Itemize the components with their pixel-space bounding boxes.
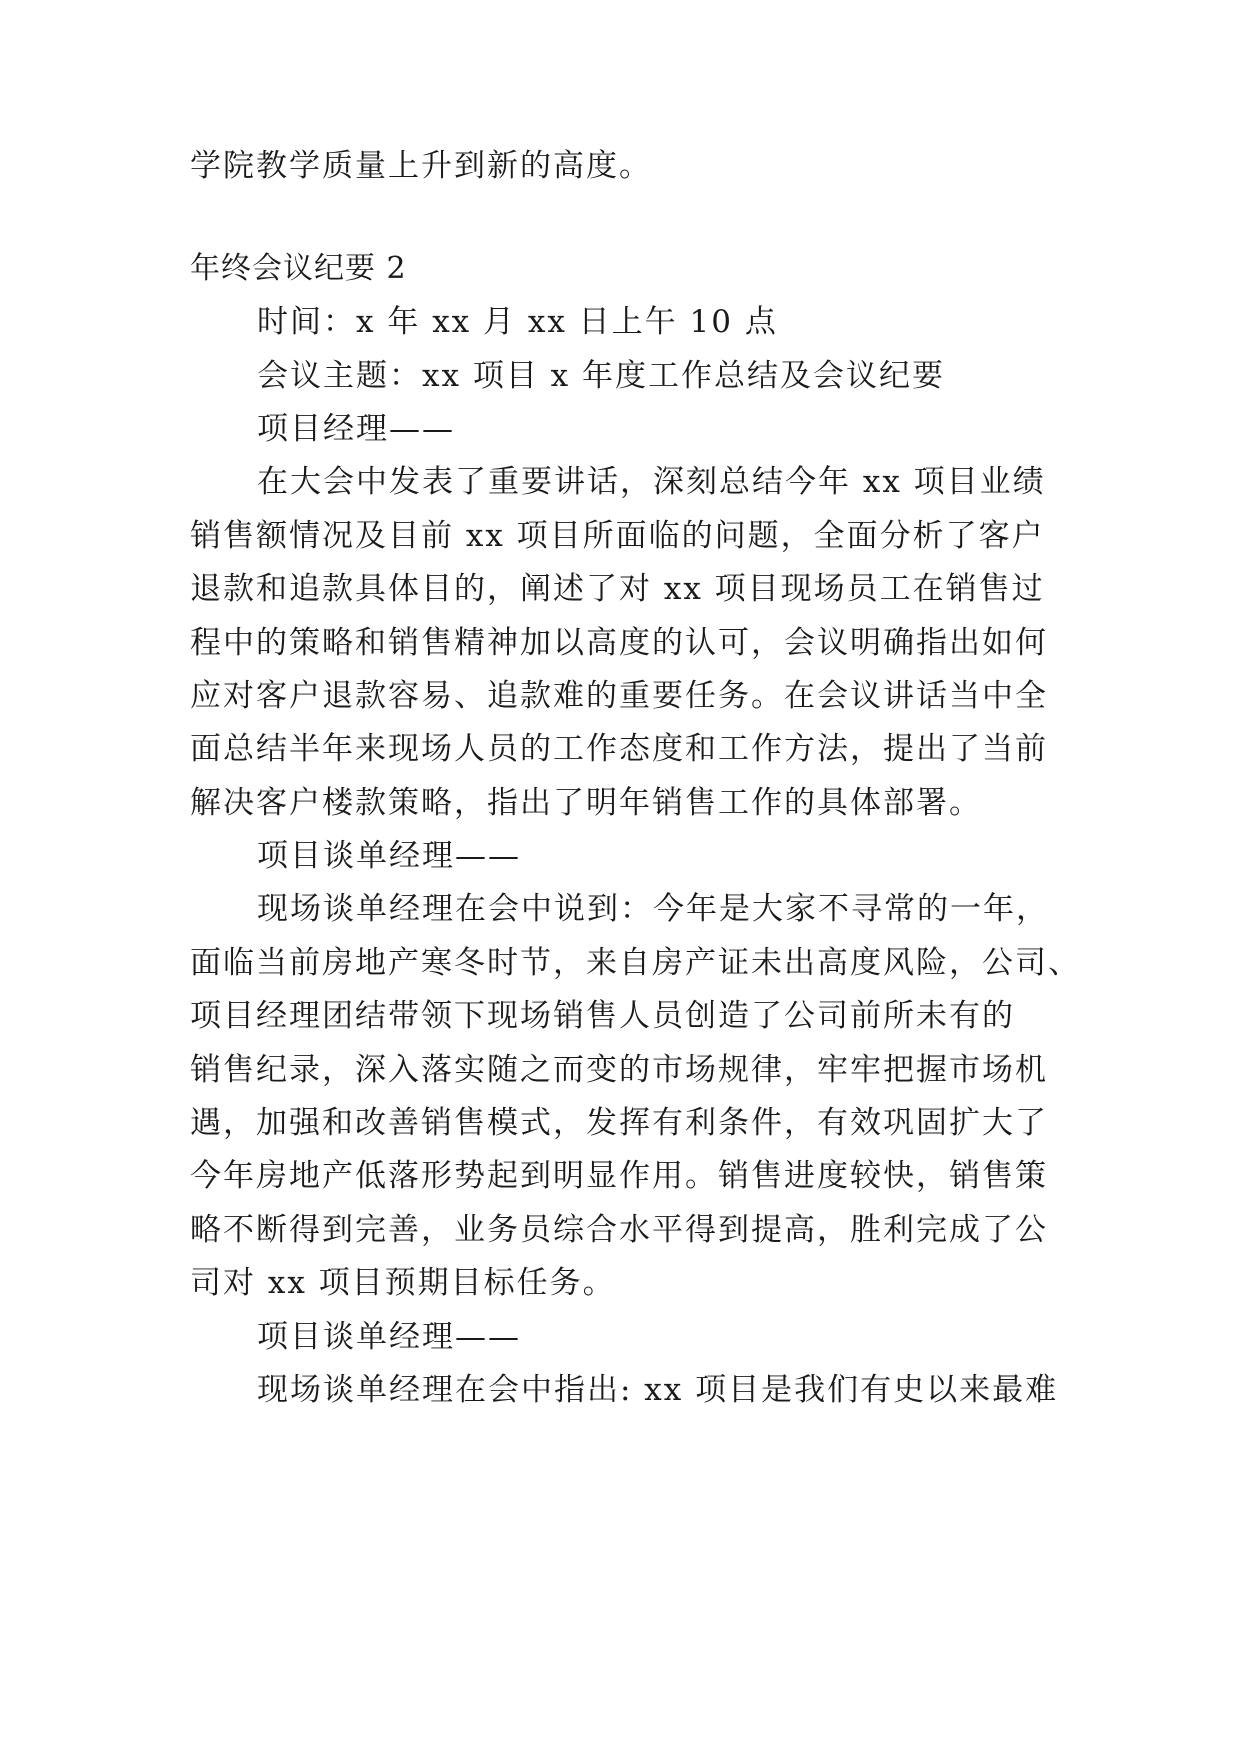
paragraph-line: 今年房地产低落形势起到明显作用。销售进度较快，销售策 bbox=[190, 1158, 1048, 1194]
previous-paragraph-tail: 学院教学质量上升到新的高度。 bbox=[190, 148, 652, 184]
paragraph-line: 面总结半年来现场人员的工作态度和工作方法，提出了当前 bbox=[190, 731, 1048, 767]
paragraph-line: 销售额情况及目前 xx 项目所面临的问题，全面分析了客户 bbox=[190, 518, 1045, 554]
section-title: 年终会议纪要 2 bbox=[190, 251, 407, 286]
paragraph-line: 解决客户楼款策略，指出了明年销售工作的具体部署。 bbox=[190, 785, 982, 821]
paragraph-line: 项目经理团结带领下现场销售人员创造了公司前所未有的 bbox=[190, 998, 1015, 1034]
paragraph-line: 现场谈单经理在会中指出: xx 项目是我们有史以来最难 bbox=[257, 1372, 1059, 1408]
paragraph-line: 应对客户退款容易、追款难的重要任务。在会议讲话当中全 bbox=[190, 678, 1048, 714]
paragraph-line: 遇，加强和改善销售模式，发挥有利条件，有效巩固扩大了 bbox=[190, 1105, 1048, 1141]
paragraph-line: 退款和追款具体目的，阐述了对 xx 项目现场员工在销售过 bbox=[190, 571, 1045, 607]
speaker-heading-project-manager: 项目经理—— bbox=[257, 411, 455, 447]
paragraph-line: 销售纪录，深入落实随之而变的市场规律，牢牢把握市场机 bbox=[190, 1052, 1048, 1088]
meeting-topic: 会议主题：xx 项目 x 年度工作总结及会议纪要 bbox=[257, 358, 946, 394]
paragraph-line: 面临当前房地产寒冬时节，来自房产证未出高度风险，公司、 bbox=[190, 945, 1081, 981]
paragraph-line: 现场谈单经理在会中说到：今年是大家不寻常的一年， bbox=[257, 891, 1049, 927]
speaker-heading-sales-manager: 项目谈单经理—— bbox=[257, 838, 521, 874]
paragraph-line: 略不断得到完善，业务员综合水平得到提高，胜利完成了公 bbox=[190, 1212, 1048, 1248]
paragraph-line: 在大会中发表了重要讲话，深刻总结今年 xx 项目业绩 bbox=[257, 464, 1046, 500]
paragraph-line: 司对 xx 项目预期目标任务。 bbox=[190, 1265, 616, 1301]
speaker-heading-sales-manager-2: 项目谈单经理—— bbox=[257, 1319, 521, 1355]
meeting-time: 时间：x 年 xx 月 xx 日上午 10 点 bbox=[257, 304, 778, 340]
paragraph-line: 程中的策略和销售精神加以高度的认可，会议明确指出如何 bbox=[190, 625, 1048, 661]
